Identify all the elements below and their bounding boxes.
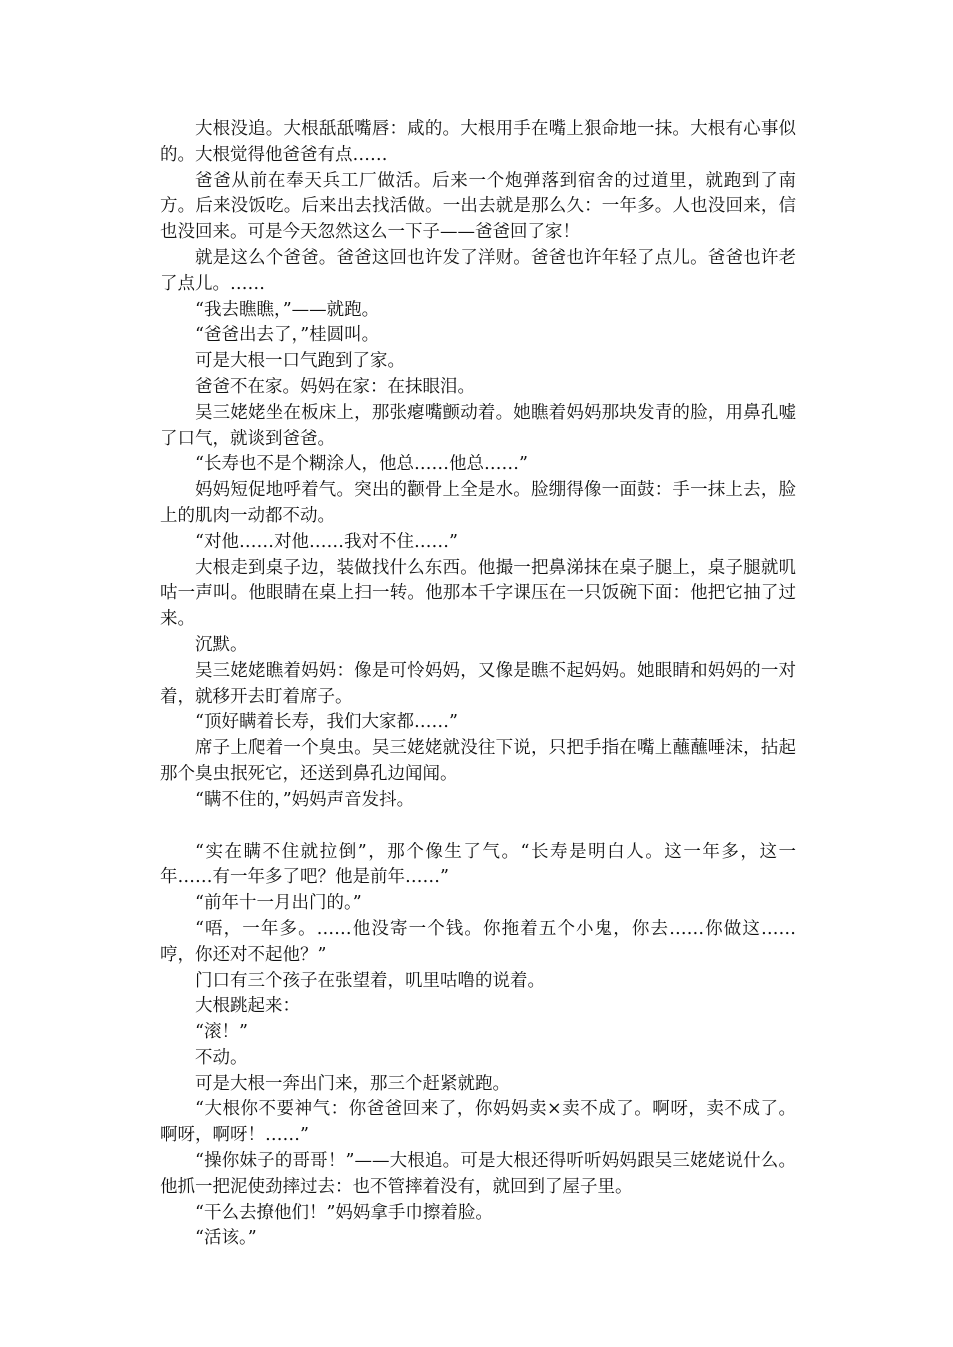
paragraph: 门口有三个孩子在张望着，叽里咕噜的说着。 — [195, 970, 545, 991]
paragraph: 妈妈短促地呼着气。突出的颧骨上全是水。脸绷得像一面鼓：手一抹上去，脸上的肌肉一动都不动。 — [160, 480, 796, 526]
paragraph: “滚！” — [195, 1022, 248, 1043]
paragraph: 吴三姥姥坐在板床上，那张瘪嘴颤动着。她瞧着妈妈那块发青的脸，用鼻孔嘘了口气，就谈到爸爸。 — [160, 402, 796, 449]
paragraph: 可是大根一奔出门来，那三个赶紧就跑。 — [195, 1073, 510, 1094]
paragraph: 吴三姥姥瞧着妈妈：像是可怜妈妈，又像是瞧不起妈妈。她眼睛和妈妈的一对着，就移开去盯着席子。 — [160, 660, 796, 707]
section-gap — [160, 814, 796, 840]
paragraph: “我去瞧瞧，”——就跑。 — [195, 299, 380, 320]
paragraph: 可是大根一口气跑到了家。 — [195, 351, 405, 372]
paragraph: 就是这么个爸爸。爸爸这回也许发了洋财。爸爸也许年轻了点儿。爸爸也许老了点儿。…… — [160, 247, 796, 294]
paragraph: “瞒不住的，”妈妈声音发抖。 — [195, 789, 415, 810]
paragraph: “实在瞒不住就拉倒”，那个像生了气。“长寿是明白人。这一年多，这一年……有一年多了吧？他是前年……” — [160, 841, 796, 888]
paragraph: 爸爸不在家。妈妈在家：在抹眼泪。 — [195, 376, 475, 397]
paragraph: “操你妹子的哥哥！”——大根追。可是大根还得听听妈妈跟吴三姥姥说什么。他抓一把泥使劲摔过去：也不管摔着没有，就回到了屋子里。 — [160, 1151, 796, 1197]
paragraph: 爸爸从前在奉天兵工厂做活。后来一个炮弹落到宿舍的过道里，就跑到了南方。后来没饭吃。后来出去找活做。一出去就是那么久：一年多。人也没回来，信也没回来。可是今天忽然这么一下子——爸爸回了家！ — [160, 170, 796, 243]
paragraph: 席子上爬着一个臭虫。吴三姥姥就没往下说，只把手指在嘴上蘸蘸唾沫，拈起那个臭虫抿死它，还送到鼻孔边闻闻。 — [160, 738, 796, 784]
paragraph: “活该。” — [195, 1228, 257, 1249]
paragraph: 大根没追。大根舐舐嘴唇：咸的。大根用手在嘴上狠命地一抹。大根有心事似的。大根觉得他爸爸有点…… — [160, 119, 796, 165]
paragraph: “唔，一年多。……他没寄一个钱。你拖着五个小鬼，你去……你做这……哼，你还对不起他？” — [160, 918, 796, 965]
paragraph: “对他……对他……我对不住……” — [195, 531, 458, 552]
paragraph: 大根跳起来： — [195, 996, 300, 1017]
section-part2 — [160, 840, 796, 1253]
paragraph: 沉默。 — [195, 634, 248, 655]
paragraph: “干么去撩他们！”妈妈拿手巾擦着脸。 — [195, 1202, 493, 1223]
paragraph: “大根你不要神气：你爸爸回来了，你妈妈卖×卖不成了。啊呀，卖不成了。啊呀，啊呀！……” — [160, 1099, 796, 1146]
paragraph: “爸爸出去了，”桂圆叫。 — [195, 325, 380, 346]
paragraph: 大根走到桌子边，装做找什么东西。他撮一把鼻涕抹在桌子腿上，桌子腿就叽咕一声叫。他眼睛在桌上扫一转。他那本千字课压在一只饭碗下面：他把它抽了过来。 — [160, 557, 796, 630]
section-part1 — [160, 117, 796, 814]
body-text — [160, 117, 796, 1252]
paragraph: “长寿也不是个糊涂人，他总……他总……” — [195, 454, 528, 475]
paragraph: “顶好瞒着长寿，我们大家都……” — [195, 712, 458, 733]
paragraph: 不动。 — [195, 1047, 248, 1068]
paragraph: “前年十一月出门的。” — [195, 893, 362, 914]
